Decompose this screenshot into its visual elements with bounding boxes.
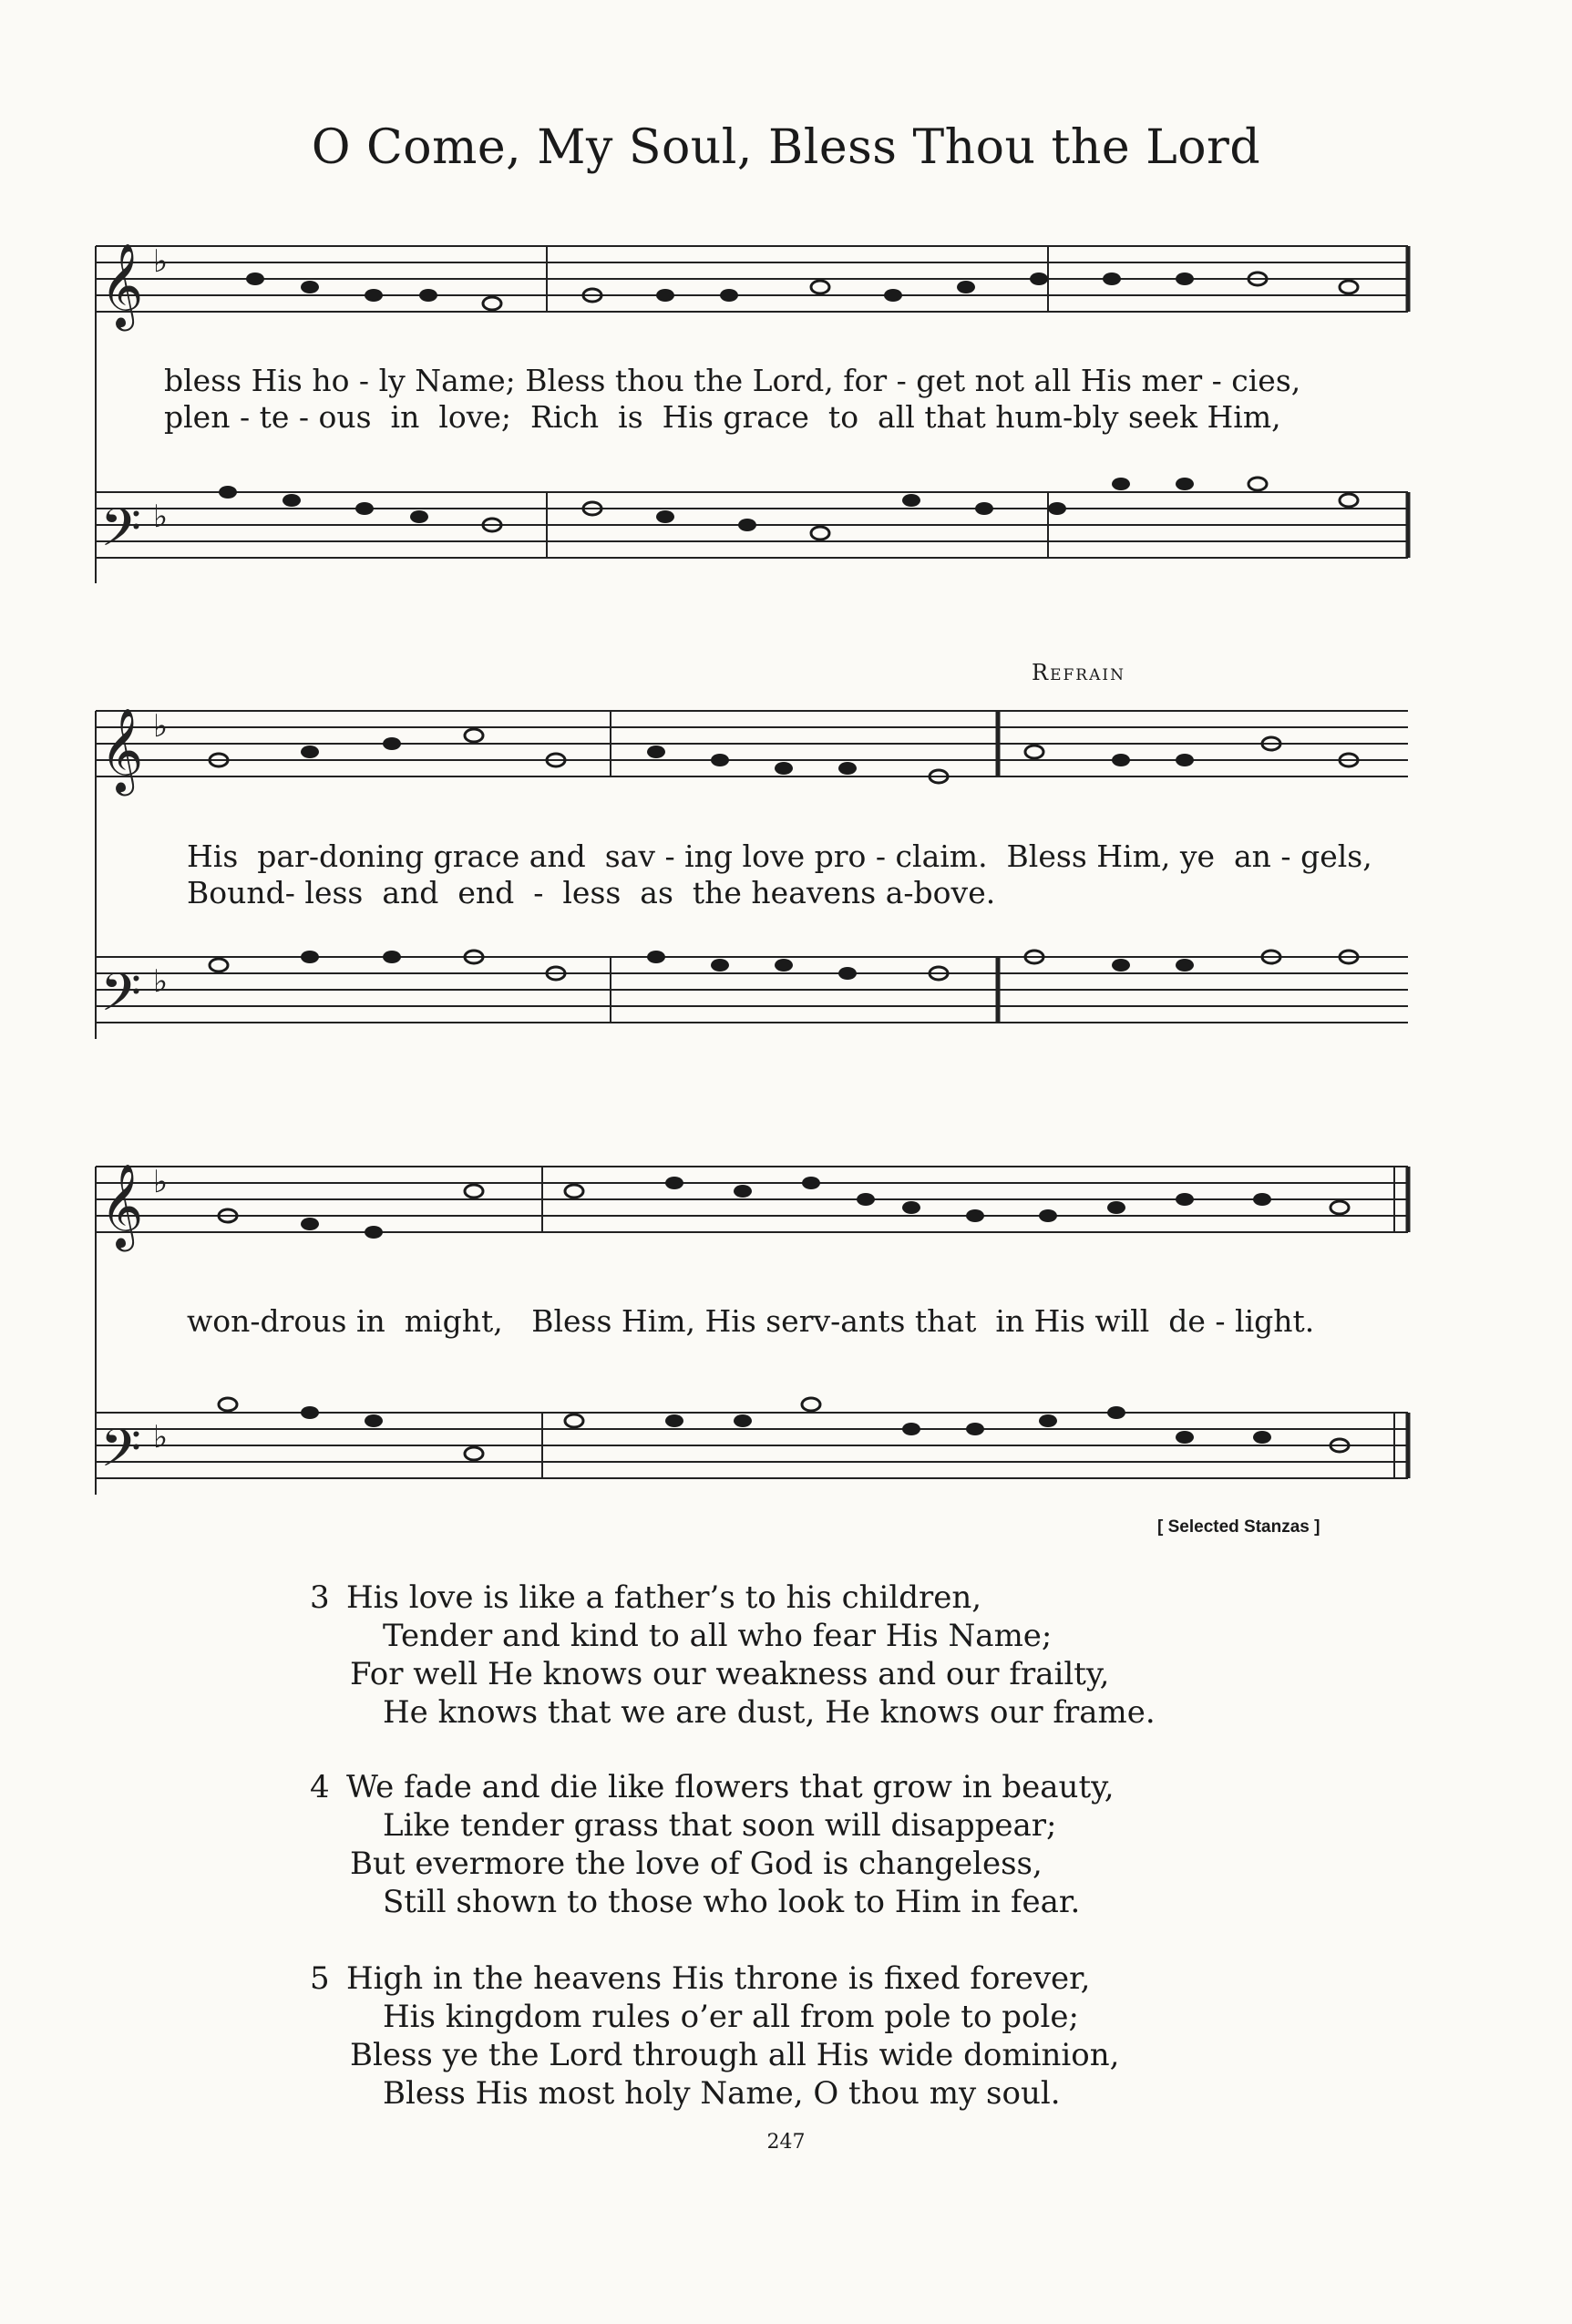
- lyric-line-2: plen - te - ous in love; Rich is His grace to all that hum-bly seek Him,: [164, 399, 1281, 435]
- selected-stanzas-note: [ Selected Stanzas ]: [1157, 1517, 1320, 1537]
- treble-notes: [210, 729, 1358, 783]
- stanza-line: Like tender grass that soon will disappear;: [383, 1807, 1057, 1844]
- stanza-line: We fade and die like flowers that grow in beauty,: [346, 1769, 1115, 1805]
- music-system-2: [0, 656, 1572, 1085]
- svg-text:♭: ♭: [153, 708, 169, 745]
- stanza-5: [310, 1959, 1119, 2113]
- svg-text:♭: ♭: [153, 499, 169, 535]
- stanza-line: Bless His most holy Name, O thou my soul.: [383, 2075, 1061, 2112]
- treble-staff: [96, 246, 1408, 312]
- stanza-number: 4: [310, 1769, 330, 1805]
- stanza-line: Tender and kind to all who fear His Name;: [383, 1618, 1053, 1654]
- music-system-1: [0, 219, 1572, 620]
- music-system-3: [0, 1130, 1572, 1513]
- stanza-line: High in the heavens His throne is fixed forever,: [346, 1960, 1091, 1997]
- svg-text:𝄞: 𝄞: [100, 707, 144, 792]
- stanza-line: Bless ye the Lord through all His wide dominion,: [350, 2037, 1120, 2073]
- hymn-title: O Come, My Soul, Bless Thou the Lord: [311, 120, 1261, 175]
- svg-text:𝄢: 𝄢: [100, 1417, 142, 1492]
- treble-notes: [219, 1177, 1349, 1239]
- svg-text:𝄢: 𝄢: [100, 961, 142, 1036]
- treble-staff: [96, 711, 1408, 776]
- bass-staff: [96, 957, 1408, 1023]
- stanza-line: For well He knows our weakness and our frailty,: [350, 1656, 1110, 1692]
- treble-staff: [96, 1167, 1408, 1232]
- stanza-line: He knows that we are dust, He knows our frame.: [383, 1694, 1156, 1731]
- bass-notes: [210, 951, 1358, 980]
- svg-text:𝄞: 𝄞: [100, 242, 144, 327]
- svg-text:♭: ♭: [153, 1164, 169, 1200]
- stanza-line: Still shown to those who look to Him in fear.: [383, 1884, 1081, 1920]
- lyric-line-2: Bound- less and end - less as the heavens a-bove.: [187, 875, 996, 910]
- stanza-line: His kingdom rules o’er all from pole to pole;: [383, 1999, 1079, 2035]
- refrain-label: Refrain: [1032, 660, 1125, 685]
- svg-text:𝄞: 𝄞: [100, 1163, 144, 1248]
- stanza-3: [310, 1578, 1156, 1732]
- lyric-line-1: won-drous in might, Bless Him, His serv-ants that in His will de - light.: [187, 1303, 1315, 1339]
- stanza-line: His love is like a father’s to his children,: [346, 1579, 982, 1616]
- lyric-line-1: bless His ho - ly Name; Bless thou the Lord, for - get not all His mer - cies,: [164, 363, 1301, 398]
- stanza-line: But evermore the love of God is changeless,: [350, 1846, 1043, 1882]
- stanza-number: 5: [310, 1960, 330, 1997]
- lyric-line-1: His par-doning grace and sav - ing love pro - claim. Bless Him, ye an - gels,: [187, 838, 1372, 874]
- svg-text:𝄢: 𝄢: [100, 497, 142, 571]
- bass-staff: [96, 1413, 1408, 1478]
- page-number: 247: [766, 2131, 806, 2154]
- svg-text:♭: ♭: [153, 1419, 169, 1455]
- stanza-number: 3: [310, 1579, 330, 1616]
- stanza-4: [310, 1768, 1115, 1921]
- svg-text:♭: ♭: [153, 963, 169, 1000]
- svg-text:♭: ♭: [153, 243, 169, 280]
